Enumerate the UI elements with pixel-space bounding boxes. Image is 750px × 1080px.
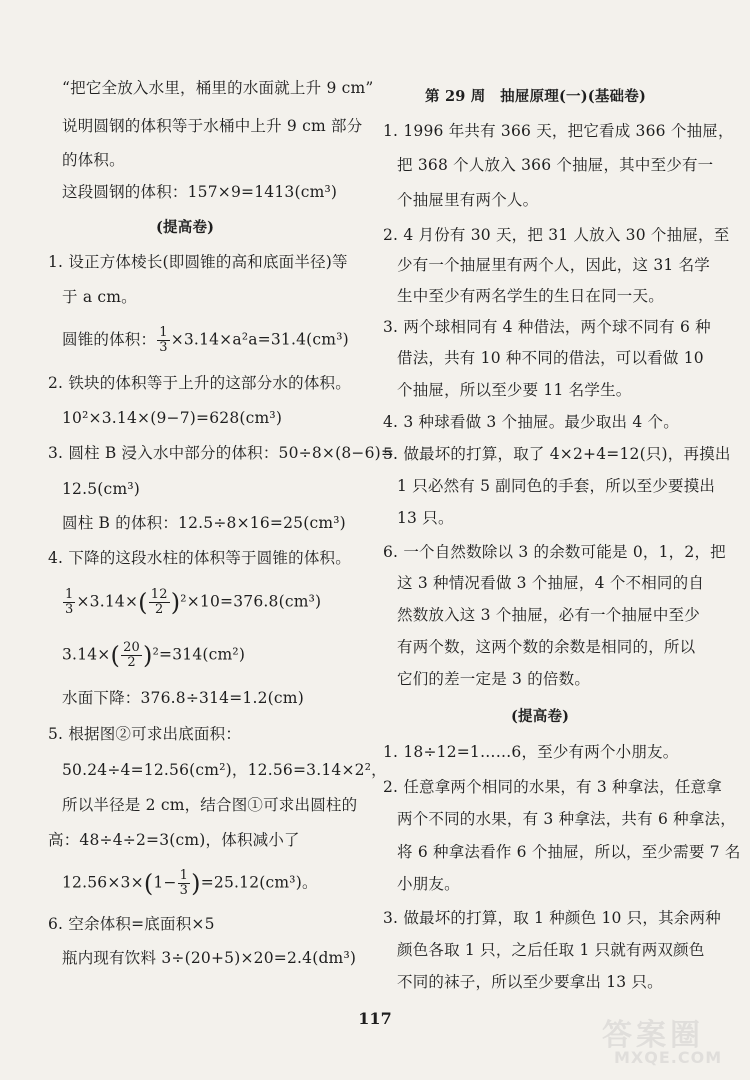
answer-5-line: 5. 做最坏的打算，取了 4×2+4=12(只)，再摸出: [383, 445, 731, 463]
answer-2-line: 2. 4 月份有 30 天，把 31 人放入 30 个抽屉，至: [383, 226, 730, 244]
answer-1-line: 于 a cm。: [62, 288, 137, 306]
paren-open: (: [138, 588, 148, 617]
formula-part: 12.56×3×: [62, 873, 144, 892]
answer-4-line: 水面下降：376.8÷314=1.2(cm): [62, 689, 304, 707]
answer-1-line: 1. 1996 年共有 366 天，把它看成 366 个抽屉，: [383, 122, 734, 140]
answer-5-line: 1 只必然有 5 副同色的手套，所以至少要摸出: [397, 477, 716, 495]
watermark-logo-text: 答案圈: [602, 1018, 704, 1053]
answer-5-line: 所以半径是 2 cm，结合图①可求出圆柱的: [62, 796, 358, 814]
formula-tail: ×3.14×a²a=31.4(cm³): [170, 330, 349, 349]
text-line: 这段圆钢的体积：157×9=1413(cm³): [62, 183, 338, 201]
advanced-answer-2-line: 将 6 种拿法看作 6 个抽屉，所以，至少需要 7 名: [397, 843, 741, 861]
answer-2-line: 2. 铁块的体积等于上升的这部分水的体积。: [48, 374, 351, 392]
answer-5-line: 50.24÷4=12.56(cm²)，12.56=3.14×2²，: [62, 761, 387, 779]
answer-1-line: 1. 设正方体棱长(即圆锥的高和底面半径)等: [48, 253, 348, 271]
advanced-answer-1: 1. 18÷12=1……6，至少有两个小朋友。: [383, 743, 679, 761]
fraction: $\frac{12}{2}$: [150, 587, 168, 617]
answer-4-line: 4. 下降的这段水柱的体积等于圆锥的体积。: [48, 549, 351, 567]
text-line: 的体积。: [62, 151, 125, 169]
formula-tail: ²=314(cm²): [152, 645, 246, 664]
answer-4-formula: [62, 588, 321, 617]
paren-open: (: [110, 641, 121, 670]
section-title: 第 29 周 抽屉原理(一)(基础卷): [425, 88, 647, 105]
advanced-answer-3-line: 3. 做最坏的打算，取 1 种颜色 10 只，其余两种: [383, 909, 721, 927]
answer-3-line: 个抽屉，所以至少要 11 名学生。: [397, 381, 632, 399]
answer-1-formula: [62, 326, 349, 355]
fraction: $\frac{20}{2}$: [123, 640, 141, 670]
fraction: $\frac{1}{3}$: [65, 587, 74, 617]
answer-3-line: 3. 圆柱 B 浸入水中部分的体积：50÷8×(8−6)=: [48, 444, 395, 462]
answer-1-line: 把 368 个人放入 366 个抽屉，其中至少有一: [397, 156, 714, 174]
fraction: $\frac{1}{3}$: [159, 325, 168, 355]
advanced-answer-3-line: 颜色各取 1 只，之后任取 1 只就有两双颜色: [397, 941, 705, 959]
advanced-answer-2-line: 小朋友。: [397, 875, 460, 893]
watermark-url: MXQE.COM: [614, 1048, 723, 1067]
formula-part: 3.14×: [62, 645, 111, 664]
answer-3-line: 3. 两个球相同有 4 种借法，两个球不同有 6 种: [383, 318, 711, 336]
paren-close: ): [191, 869, 201, 898]
answer-1-line: 个抽屉里有两个人。: [397, 191, 539, 209]
answer-2-line: 生中至少有两名学生的生日在同一天。: [397, 287, 664, 305]
answer-3-line: 12.5(cm³): [62, 480, 140, 498]
answer-3-line: 借法，共有 10 种不同的借法，可以看做 10: [397, 349, 704, 367]
watermark-logo: [592, 1010, 742, 1074]
answer-5-line: 13 只。: [397, 509, 454, 527]
answer-6-line: 有两个数，这两个数的余数是相同的，所以: [397, 638, 696, 656]
formula-label: 圆锥的体积：: [62, 330, 157, 349]
answer-6-line: 它们的差一定是 3 的倍数。: [397, 670, 591, 688]
paren-close: ): [170, 588, 181, 617]
paren-open: (: [143, 869, 154, 898]
formula-tail: =25.12(cm³)。: [200, 873, 318, 892]
answer-6-line: 6. 一个自然数除以 3 的余数可能是 0，1，2，把: [383, 543, 726, 561]
answer-6-line: 瓶内现有饮料 3÷(20+5)×20=2.4(dm³): [62, 949, 357, 967]
answer-4-formula: [62, 641, 245, 670]
advanced-answer-2-line: 两个不同的水果，有 3 种拿法，共有 6 种拿法，: [397, 810, 736, 828]
answer-6-line: 6. 空余体积=底面积×5: [48, 915, 215, 933]
advanced-answer-2-line: 2. 任意拿两个相同的水果，有 3 种拿法，任意拿: [383, 778, 722, 796]
paren-close: ): [143, 641, 153, 670]
section-heading-advanced: (提高卷): [511, 708, 570, 725]
page-number: 117: [358, 1009, 392, 1028]
answer-5-line: 高：48÷4÷2=3(cm)，体积减小了: [48, 831, 300, 849]
answer-4-line: 4. 3 种球看做 3 个抽屉。最少取出 4 个。: [383, 413, 679, 431]
answer-3-line: 圆柱 B 的体积：12.5÷8×16=25(cm³): [62, 514, 346, 532]
text-line: 说明圆钢的体积等于水桶中上升 9 cm 部分: [62, 117, 363, 135]
formula-tail: ²×10=376.8(cm³): [180, 592, 322, 611]
answer-2-formula: 10²×3.14×(9−7)=628(cm³): [62, 409, 283, 427]
answer-6-line: 这 3 种情况看做 3 个抽屉，4 个不相同的自: [397, 574, 705, 592]
answer-2-line: 少有一个抽屉里有两个人，因此，这 31 名学: [397, 256, 710, 274]
formula-part: 1−: [153, 873, 177, 892]
text-line: “把它全放入水里，桶里的水面就上升 9 cm”: [62, 79, 374, 97]
advanced-answer-3-line: 不同的袜子，所以至少要拿出 13 只。: [397, 973, 663, 991]
answer-6-line: 然数放入这 3 个抽屉，必有一个抽屉中至少: [397, 606, 700, 624]
answer-5-line: 5. 根据图②可求出底面积：: [48, 725, 242, 743]
fraction: $\frac{1}{3}$: [179, 868, 189, 898]
section-heading-advanced: (提高卷): [156, 219, 215, 236]
formula-part: ×3.14×: [76, 592, 139, 611]
answer-5-formula: [62, 869, 318, 898]
